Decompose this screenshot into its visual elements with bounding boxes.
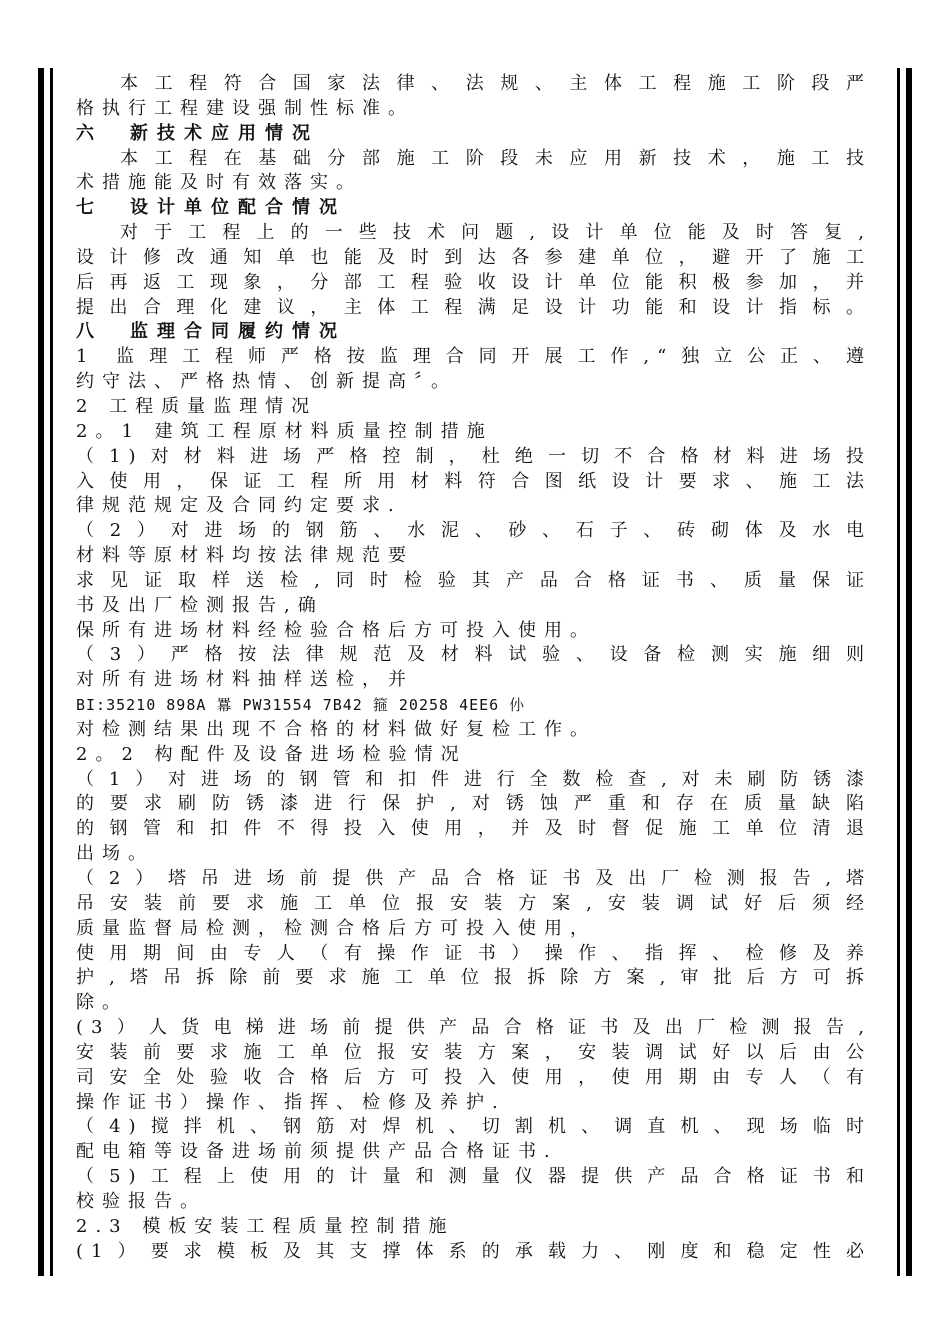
text-line: 术措施能及时有效落实。: [76, 172, 362, 194]
text-line: 使用期间由专人（有操作证书）操作、指挥、检修及养: [76, 942, 872, 964]
text-line: 质量监督局检测，检测合格后方可投入使用，: [76, 917, 596, 939]
text-line: 本工程在基础分部施工阶段未应用新技术，施工技: [120, 147, 872, 169]
text-line: （2）塔吊进场前提供产品合格证书及出厂检测报告,塔: [76, 868, 872, 889]
text-line: 格执行工程建设强制性标准。: [76, 97, 414, 119]
text-line: （1)对材料进场严格控制，杜绝一切不合格材料进场投: [76, 445, 872, 467]
text-line: 吊安装前要求施工单位报安装方案,安装调试好后须经: [76, 892, 872, 914]
left-border-thin: [50, 68, 53, 1276]
text-line: 律规范规定及合同约定要求.: [76, 495, 402, 517]
text-line: （5)工程上使用的计量和测量仪器提供产品合格证书和: [76, 1166, 872, 1188]
text-line: 司安全处验收合格后方可投入使用，使用期由专人（有: [76, 1066, 872, 1088]
document-body: [76, 72, 872, 1265]
text-line: BI:35210 898A 羃 PW31554 7B42 箍 20258 4EE6 仦: [76, 696, 526, 715]
text-line: 保所有进场材料经检验合格后方可投入使用。: [76, 619, 596, 641]
text-line: （3）严格按法律规范及材料试验、设备检测实施细则: [76, 644, 872, 666]
right-border-thin: [897, 68, 900, 1276]
text-line: 2。1 建筑工程原材料质量控制措施: [76, 420, 493, 442]
text-line: 对于工程上的一些技术问题,设计单位能及时答复,: [120, 222, 872, 244]
text-line: 安装前要求施工单位报安装方案，安装调试好以后由公: [76, 1041, 872, 1063]
text-line: 后再返工现象，分部工程验收设计单位能积极参加，并: [76, 271, 872, 293]
text-line: （4)搅拌机、钢筋对焊机、切割机、调直机、现场临时: [76, 1116, 872, 1138]
text-line: 2 工程质量监理情况: [76, 395, 318, 417]
text-line: 的钢管和扣件不得投入使用，并及时督促施工单位清退: [76, 818, 872, 840]
text-line: 配电箱等设备进场前须提供产品合格证书.: [76, 1141, 558, 1163]
text-line: 2.3 模板安装工程质量控制措施: [76, 1215, 455, 1237]
text-line: 校验报告。: [76, 1190, 206, 1212]
text-line: 护,塔吊拆除前要求施工单位报拆除方案,审批后方可拆: [76, 967, 872, 989]
text-line: 出场。: [76, 843, 154, 865]
text-line: (3）人货电梯进场前提供产品合格证书及出厂检测报告,: [76, 1017, 872, 1039]
text-line: 对所有进场材料抽样送检，并: [76, 669, 414, 691]
text-line: 材料等原材料均按法律规范要: [76, 545, 414, 567]
text-line: (1）要求模板及其支撑体系的承载力、刚度和稳定性必: [76, 1240, 872, 1262]
text-line: 七 设计单位配合情况: [76, 197, 346, 219]
left-border-thick: [38, 68, 44, 1276]
text-line: 本工程符合国家法律、法规、主体工程施工阶段严: [120, 73, 872, 94]
text-line: 入使用，保证工程所用材料符合图纸设计要求、施工法: [76, 470, 872, 492]
text-line: 除。: [76, 992, 128, 1014]
text-line: 对检测结果出现不合格的材料做好复检工作。: [76, 718, 596, 740]
text-line: 1 监理工程师严格按监理合同开展工作,“独立公正、遵: [76, 346, 872, 368]
text-line: 书及出厂检测报告,确: [76, 594, 324, 616]
text-line: 六 新技术应用情况: [76, 122, 319, 144]
text-line: （1）对进场的钢管和扣件进行全数检查,对未刷防锈漆: [76, 768, 872, 790]
text-line: 的要求刷防锈漆进行保护,对锈蚀严重和存在质量缺陷: [76, 793, 872, 815]
text-line: （2）对进场的钢筋、水泥、砂、石子、砖砌体及水电: [76, 520, 872, 542]
text-line: 求见证取样送检,同时检验其产品合格证书、质量保证: [76, 569, 872, 591]
text-line: 八 监理合同履约情况: [76, 321, 346, 343]
right-border-thick: [906, 68, 912, 1276]
text-line: 操作证书）操作、指挥、检修及养护.: [76, 1091, 506, 1113]
text-line: 2。2 构配件及设备进场检验情况: [76, 743, 467, 765]
text-line: 约守法、严格热情、创新提高〞。: [76, 371, 457, 393]
text-line: 提出合理化建议，主体工程满足设计功能和设计指标。: [76, 296, 872, 318]
text-line: 设计修改通知单也能及时到达各参建单位，避开了施工: [76, 246, 872, 268]
